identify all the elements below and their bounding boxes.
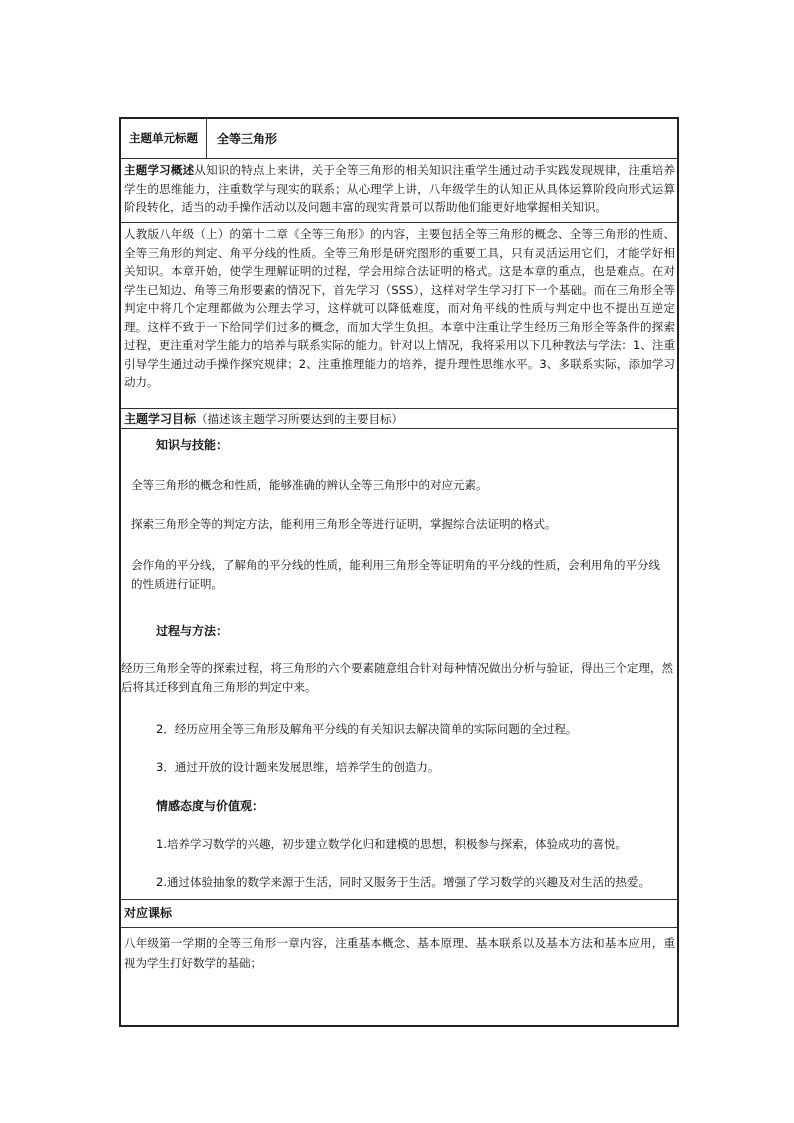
knowledge-item: 会作角的平分线，了解角的平分线的性质，能利用三角形全等证明角的平分线的性质，会利用角的平分线的性质进行证明。 bbox=[131, 558, 660, 591]
knowledge-item: 全等三角形的概念和性质，能够准确的辨认全等三角形中的对应元素。 bbox=[131, 478, 488, 492]
goals-body-row bbox=[121, 428, 677, 899]
knowledge-title: 知识与技能： bbox=[156, 438, 229, 452]
goals-header-title: 主题学习目标 bbox=[124, 412, 197, 426]
process-item: 3．通过开放的设计题来发展思维，培养学生的创造力。 bbox=[156, 760, 440, 774]
process-item: 2．经历应用全等三角形及解角平分线的有关知识去解决简单的实际问题的全过程。 bbox=[156, 722, 578, 736]
knowledge-item: 探索三角形全等的判定方法，能利用三角形全等进行证明，掌握综合法证明的格式。 bbox=[131, 517, 557, 531]
standards-text: 八年级第一学期的全等三角形一章内容，注重基本概念、基本原理、基本联系以及基本方法和基本应用，重视为学生打好数学的基础； bbox=[124, 936, 675, 970]
title-value: 全等三角形 bbox=[217, 132, 278, 146]
standards-body-row bbox=[121, 927, 677, 1025]
overview-text bbox=[121, 159, 677, 219]
standards-header-row bbox=[121, 899, 677, 927]
lesson-plan-table bbox=[119, 117, 679, 1027]
overview-body: 从知识的特点上来讲，关于全等三角形的相关知识注重学生通过动手实践发现规律，注重培养学生的思维能力，注重数学与现实的联系；从心理学上讲，八年级学生的认知正从具体运算阶段向形式运算阶段转化，适当的动手操作活动以及问题丰富的现实背景可以帮助他们能更好地掌握相关知识。 bbox=[124, 163, 676, 214]
content-text: 人教版八年级（上）的第十二章《全等三角形》的内容，主要包括全等三角形的概念、全等三角形的性质、全等三角形的判定、角平分线的性质。全等三角形是研究图形的重要工具，只有灵活运用它们，才能学好相关知识。本章开始，使学生理解证明的过程，学会用综合法证明的格式。这是本章的重点，也是难点。在对学生已知边、角等三角形要素的情况下，首先学习（SSS），这样对学生学习打下一个基础。而在三角形全等判定中将几个定理都做为公理去学习，这样就可以降低难度，而对角平线的性质与判定中也不提出互逆定理。这样不致于一下给同学们过多的概念，而加大学生负担。本章中注重让学生经历三角形全等条件的探索过程，更注重对学生能力的培养与联系实际的能力。针对以上情况，我将采用以下几种教法与学法：1、注重引导学生通过动手操作探究规律；2、注重推理能力的培养，提升理性思维水平。3、多联系实际，添加学习动力。 bbox=[124, 227, 675, 389]
content-row bbox=[121, 222, 677, 408]
emotion-item: 2.通过体验抽象的数学来源于生活，同时又服务于生活。增强了学习数学的兴趣及对生活的热爱。 bbox=[156, 875, 650, 889]
title-row bbox=[121, 119, 677, 158]
goals-header-row bbox=[121, 408, 677, 428]
process-item: 经历三角形全等的探索过程，将三角形的六个要素随意组合针对每种情况做出分析与验证，得出三个定理，然后将其迁移到直角三角形的判定中来。 bbox=[121, 661, 673, 694]
overview-label: 主题学习概述 bbox=[124, 163, 195, 177]
overview-row bbox=[121, 158, 677, 222]
emotion-item: 1.培养学习数学的兴趣，初步建立数学化归和建模的思想，积极参与探索，体验成功的喜悦。 bbox=[156, 837, 627, 851]
title-label: 主题单元标题 bbox=[121, 119, 207, 158]
process-title: 过程与方法： bbox=[156, 624, 229, 638]
goals-header-note: （描述该主题学习所要达到的主要目标） bbox=[196, 412, 404, 426]
standards-header: 对应课标 bbox=[124, 906, 173, 920]
goals-header bbox=[121, 409, 677, 430]
emotion-title: 情感态度与价值观： bbox=[156, 799, 265, 813]
